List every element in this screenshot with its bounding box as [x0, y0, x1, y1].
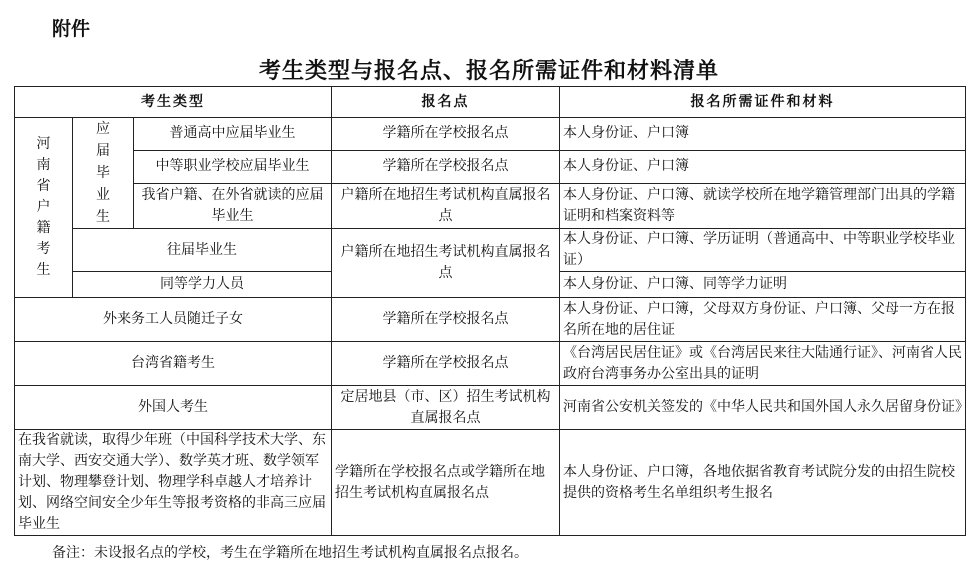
header-registration-site: 报名点	[332, 87, 560, 118]
cell-site: 户籍所在地招生考试机构直属报名点	[332, 183, 560, 228]
cell-docs: 本人身份证、户口簿，各地依据省教育考试院分发的由招生院校提供的资格考生名单组织考生报名	[560, 430, 966, 536]
cell-type: 在我省就读，取得少年班（中国科学技术大学、东南大学、西安交通大学）、数学英才班、数学领军计划、物理攀登计划、物理学科卓越人才培养计划、网络空间安全少年生等报考资格的非高三应届毕业生	[15, 430, 332, 536]
cell-docs: 本人身份证、户口簿	[560, 118, 966, 151]
cell-site: 户籍所在地招生考试机构直属报名点	[332, 229, 560, 298]
group-henan-text: 河南省户籍考生	[36, 136, 51, 278]
cell-docs: 本人身份证、户口簿，父母双方身份证、户口簿、父母一方在报名所在地的居住证	[560, 298, 966, 342]
cell-site: 学籍所在学校报名点	[332, 150, 560, 183]
cell-site: 学籍所在学校报名点	[332, 298, 560, 342]
cell-site: 学籍所在学校报名点	[332, 118, 560, 151]
cell-type: 外国人考生	[15, 386, 332, 430]
group-yingjie-text: 应届毕业生	[96, 121, 110, 225]
cell-site: 定居地县（市、区）招生考试机构直属报名点	[332, 386, 560, 430]
cell-type: 外来务工人员随迁子女	[15, 298, 332, 342]
table-row	[15, 229, 966, 272]
cell-docs: 本人身份证、户口簿、同等学力证明	[560, 272, 966, 298]
cell-type: 台湾省籍考生	[15, 342, 332, 386]
table-row	[15, 298, 966, 342]
page-title: 考生类型与报名点、报名所需证件和材料清单	[258, 58, 719, 84]
cell-type: 同等学力人员	[73, 272, 332, 298]
cell-docs: 《台湾居民居住证》或《台湾居民来往大陆通行证》、河南省人民政府台湾事务办公室出具的证明	[560, 342, 966, 386]
cell-site: 学籍所在学校报名点	[332, 342, 560, 386]
cell-type: 往届毕业生	[73, 229, 332, 272]
table-row	[15, 342, 966, 386]
attachment-label: 附件	[52, 18, 91, 40]
cell-type: 我省户籍、在外省就读的应届毕业生	[134, 183, 332, 228]
cell-type: 中等职业学校应届毕业生	[134, 150, 332, 183]
footnote: 备注：未设报名点的学校，考生在学籍所在地招生考试机构直属报名点报名。	[52, 545, 528, 561]
table-row	[15, 183, 966, 228]
group-henan-label	[15, 118, 73, 298]
cell-docs: 本人身份证、户口簿、学历证明（普通高中、中等职业学校毕业证）	[560, 229, 966, 272]
table-row	[15, 150, 966, 183]
table-header-row	[15, 87, 966, 118]
cell-docs: 本人身份证、户口簿、就读学校所在地学籍管理部门出具的学籍证明和档案资料等	[560, 183, 966, 228]
table-row	[15, 430, 966, 536]
table-row	[15, 386, 966, 430]
group-yingjie-label	[73, 118, 134, 229]
cell-type: 普通高中应届毕业生	[134, 118, 332, 151]
cell-site: 学籍所在学校报名点或学籍所在地招生考试机构直属报名点	[332, 430, 560, 536]
cell-docs: 本人身份证、户口簿	[560, 150, 966, 183]
header-required-documents: 报名所需证件和材料	[560, 87, 966, 118]
registration-table	[14, 86, 970, 536]
header-candidate-type: 考生类型	[15, 87, 332, 118]
cell-docs: 河南省公安机关签发的《中华人民共和国外国人永久居留身份证》	[560, 386, 966, 430]
table-row	[15, 118, 966, 151]
